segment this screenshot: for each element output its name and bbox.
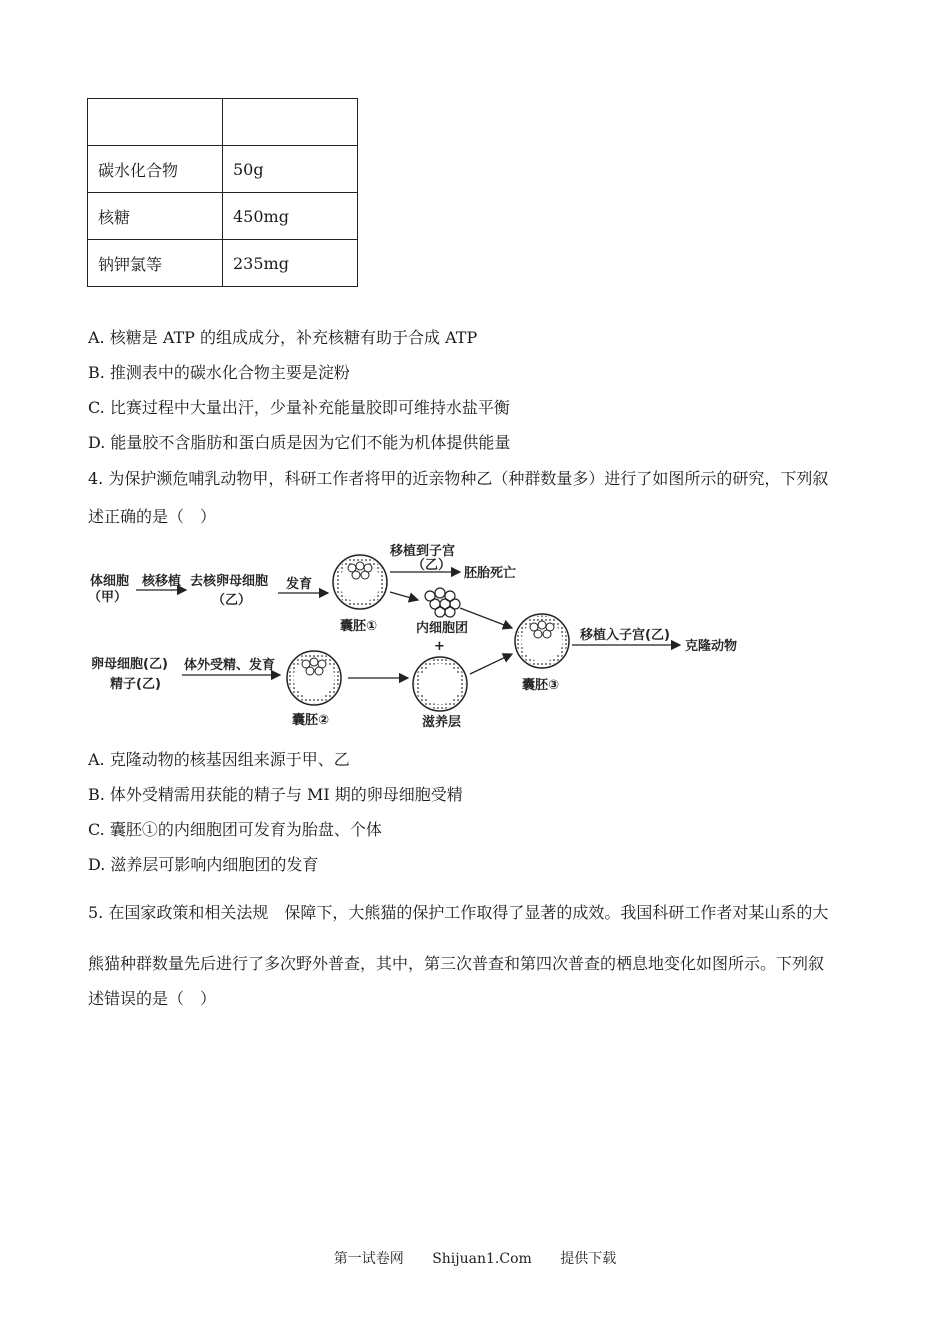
develop-label: 发育 (286, 577, 313, 592)
table-cell (223, 99, 358, 146)
q4-option-c: C. 囊胚①的内细胞团可发育为胎盘、个体 (88, 820, 382, 839)
arrow (470, 654, 512, 674)
inner-cell-mass-label: 内细胞团 (416, 621, 469, 636)
q3-option-a: A. 核糖是 ATP 的组成成分，补充核糖有助于合成 ATP (88, 328, 478, 347)
nutrition-table (87, 98, 358, 287)
q4-stem-line2: 述正确的是（ ） (88, 507, 217, 526)
table-cell (88, 99, 223, 146)
arrow (390, 592, 418, 600)
enucleated-oocyte-label: 去核卵母细胞 (190, 574, 269, 589)
table-cell: 235mg (223, 240, 358, 287)
somatic-cell-label: 体细胞 (90, 574, 130, 589)
footer-site-en: Shijuan1.Com (432, 1251, 532, 1267)
q4-option-d: D. 滋养层可影响内细胞团的发育 (88, 855, 319, 874)
sperm-label: 精子(乙) (110, 677, 161, 692)
q4-stem-line1: 4. 为保护濒危哺乳动物甲，科研工作者将甲的近亲物种乙（种群数量多）进行了如图所示的研究，下列叙 (88, 469, 829, 488)
nuclear-transfer-label: 核移植 (142, 574, 182, 589)
embryo-death-label: 胚胎死亡 (464, 566, 517, 581)
q5-stem-line3: 述错误的是（ ） (88, 989, 217, 1008)
page-footer (0, 1248, 950, 1268)
ivf-label: 体外受精、发育 (184, 658, 276, 673)
trophoblast-icon (413, 657, 467, 711)
cloning-diagram (88, 538, 758, 733)
footer-download: 提供下载 (560, 1251, 617, 1267)
transplant-into-uterus-label: 移植入子宫(乙) (580, 628, 670, 643)
q3-option-d: D. 能量胶不含脂肪和蛋白质是因为它们不能为机体提供能量 (88, 433, 511, 452)
table-cell: 碳水化合物 (88, 146, 223, 193)
q4-option-b: B. 体外受精需用获能的精子与 MI 期的卵母细胞受精 (88, 785, 463, 804)
enucleated-oocyte-source: （乙） (212, 593, 252, 608)
table-cell: 450mg (223, 193, 358, 240)
blastocyst-3-label: 囊胚③ (522, 678, 560, 693)
q4-option-a: A. 克隆动物的核基因组来源于甲、乙 (88, 750, 350, 769)
footer-site-cn: 第一试卷网 (333, 1251, 404, 1267)
cloned-animal-label: 克隆动物 (685, 639, 738, 654)
blastocyst-1-icon (333, 555, 387, 609)
table-row (88, 240, 358, 287)
table-cell: 钠钾氯等 (88, 240, 223, 287)
table-row (88, 193, 358, 240)
inner-cell-mass-icon (425, 588, 460, 617)
blastocyst-2-label: 囊胚② (292, 713, 330, 728)
q5-stem-line2: 熊猫种群数量先后进行了多次野外普查，其中，第三次普查和第四次普查的栖息地变化如图所示。下列叙 (88, 954, 825, 973)
table-row (88, 99, 358, 146)
oocyte-label: 卵母细胞(乙) (91, 657, 168, 672)
table-cell: 50g (223, 146, 358, 193)
blastocyst-2-icon (287, 651, 341, 705)
somatic-cell-source: （甲） (88, 590, 128, 605)
trophoblast-label: 滋养层 (422, 715, 462, 730)
blastocyst-1-label: 囊胚① (340, 619, 378, 634)
table-row (88, 146, 358, 193)
q3-option-b: B. 推测表中的碳水化合物主要是淀粉 (88, 363, 350, 382)
transplant-uterus-source: （乙） (412, 558, 452, 573)
transplant-uterus-label: 移植到子宫 (390, 544, 456, 559)
q3-option-c: C. 比赛过程中大量出汗，少量补充能量胶即可维持水盐平衡 (88, 398, 510, 417)
blastocyst-3-icon (515, 614, 569, 668)
table-cell: 核糖 (88, 193, 223, 240)
q5-stem-line1: 5. 在国家政策和相关法规 保障下，大熊猫的保护工作取得了显著的成效。我国科研工作者对某山系的大 (88, 903, 829, 922)
plus-sign: + (434, 639, 445, 654)
